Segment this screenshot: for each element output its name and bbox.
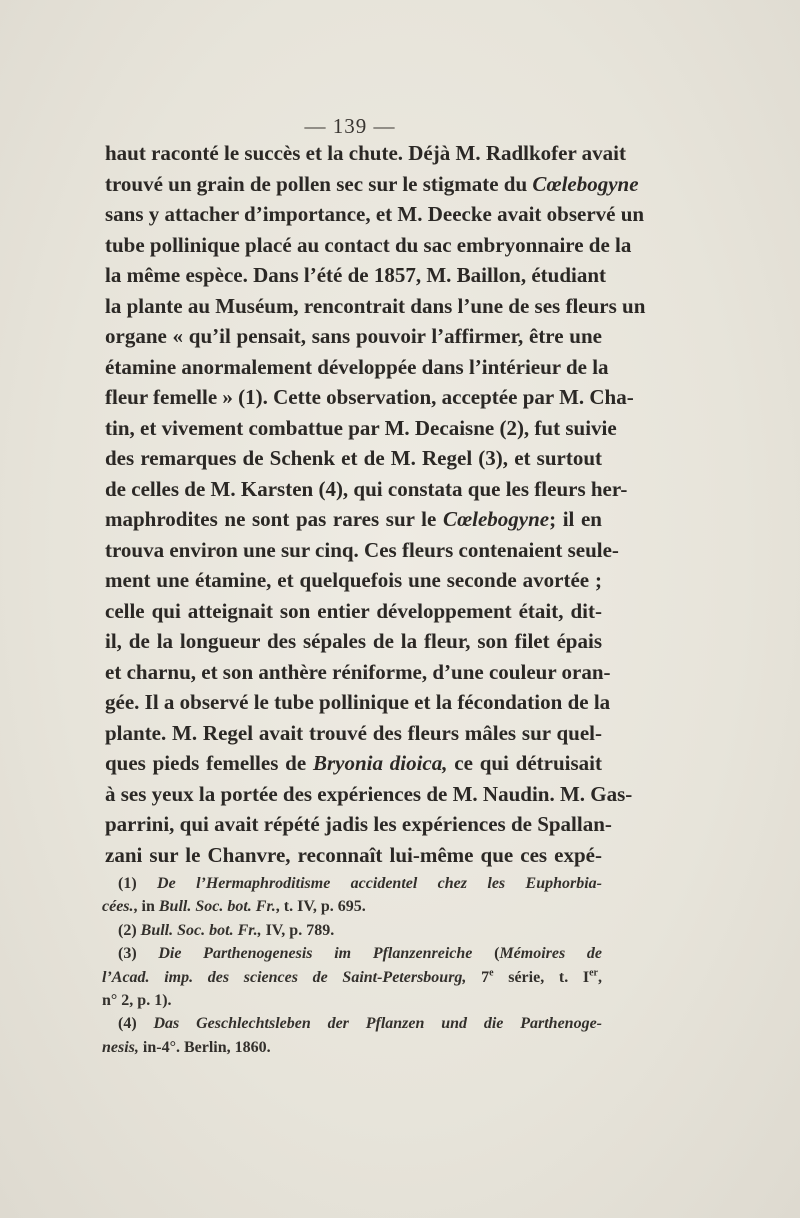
body-line: la même espèce. Dans l’été de 1857, M. Baillon, étudiant <box>105 263 607 287</box>
body-line: ment une étamine, et quelquefois une seconde avortée ; <box>105 568 602 592</box>
body-line: plante. M. Regel avait trouvé des fleurs mâles sur quel- <box>105 720 602 745</box>
footnotes <box>102 872 603 1059</box>
footnote-line: (3) Die Parthenogenesis im Pflanzenreiche (Mémoires de <box>118 945 603 963</box>
footnote-line: nesis, in-4°. Berlin, 1860. <box>102 1038 271 1056</box>
body-line: ques pieds femelles de Bryonia dioica, ce qui détruisait <box>105 751 602 775</box>
footnote-line: (1) De l’Hermaphroditisme accidentel chez les Euphorbia- <box>118 875 602 892</box>
body-line: à ses yeux la portée des expériences de M. Naudin. M. Gas- <box>105 781 633 806</box>
body-line: tube pollinique placé au contact du sac embryonnaire de la <box>105 232 632 257</box>
body-line: étamine anormalement développée dans l’intérieur de la <box>105 354 609 379</box>
body-line: la plante au Muséum, rencontrait dans l’une de ses fleurs un <box>105 293 646 318</box>
body-line: parrini, qui avait répété jadis les expériences de Spallan- <box>105 812 612 836</box>
footnote-line: (2) Bull. Soc. bot. Fr., IV, p. 789. <box>118 921 335 939</box>
page-number: — 139 — <box>304 114 396 138</box>
footnote-line: cées., in Bull. Soc. bot. Fr., t. IV, p. 695. <box>102 898 366 916</box>
body-line: zani sur le Chanvre, reconnaît lui-même que ces expé- <box>105 842 602 867</box>
body-line: il, de la longueur des sépales de la fleur, son filet épais <box>105 629 602 653</box>
body-line: et charnu, et son anthère réniforme, d’une couleur oran- <box>105 659 611 684</box>
body-line: des remarques de Schenk et de M. Regel (3), et surtout <box>105 446 602 470</box>
body-line: maphrodites ne sont pas rares sur le Cœlebogyne; il en <box>105 507 602 531</box>
body-line: organe « qu’il pensait, sans pouvoir l’affirmer, être une <box>105 324 602 348</box>
body-line: trouvé un grain de pollen sec sur le stigmate du Cœlebogyne <box>105 171 639 196</box>
body-line: tin, et vivement combattue par M. Decaisne (2), fut suivie <box>105 415 617 440</box>
body-line: de celles de M. Karsten (4), qui constata que les fleurs her- <box>105 476 628 501</box>
footnote-line: (4) Das Geschlechtsleben der Pflanzen und die Parthenoge- <box>118 1015 602 1033</box>
body-line: trouva environ une sur cinq. Ces fleurs contenaient seule- <box>105 537 619 562</box>
body-line: celle qui atteignait son entier développement était, dit- <box>105 598 602 623</box>
footnote-line: l’Acad. imp. des sciences de Saint-Petersbourg, 7e série, t. Ier, <box>102 967 602 986</box>
body-line: gée. Il a observé le tube pollinique et la fécondation de la <box>105 690 611 714</box>
body-line: fleur femelle » (1). Cette observation, acceptée par M. Cha- <box>105 385 634 409</box>
body-line: sans y attacher d’importance, et M. Deecke avait observé un <box>105 202 645 226</box>
footnote-line: n° 2, p. 1). <box>102 991 172 1009</box>
body-text <box>105 138 646 870</box>
body-line: haut raconté le succès et la chute. Déjà M. Radlkofer avait <box>105 141 627 165</box>
